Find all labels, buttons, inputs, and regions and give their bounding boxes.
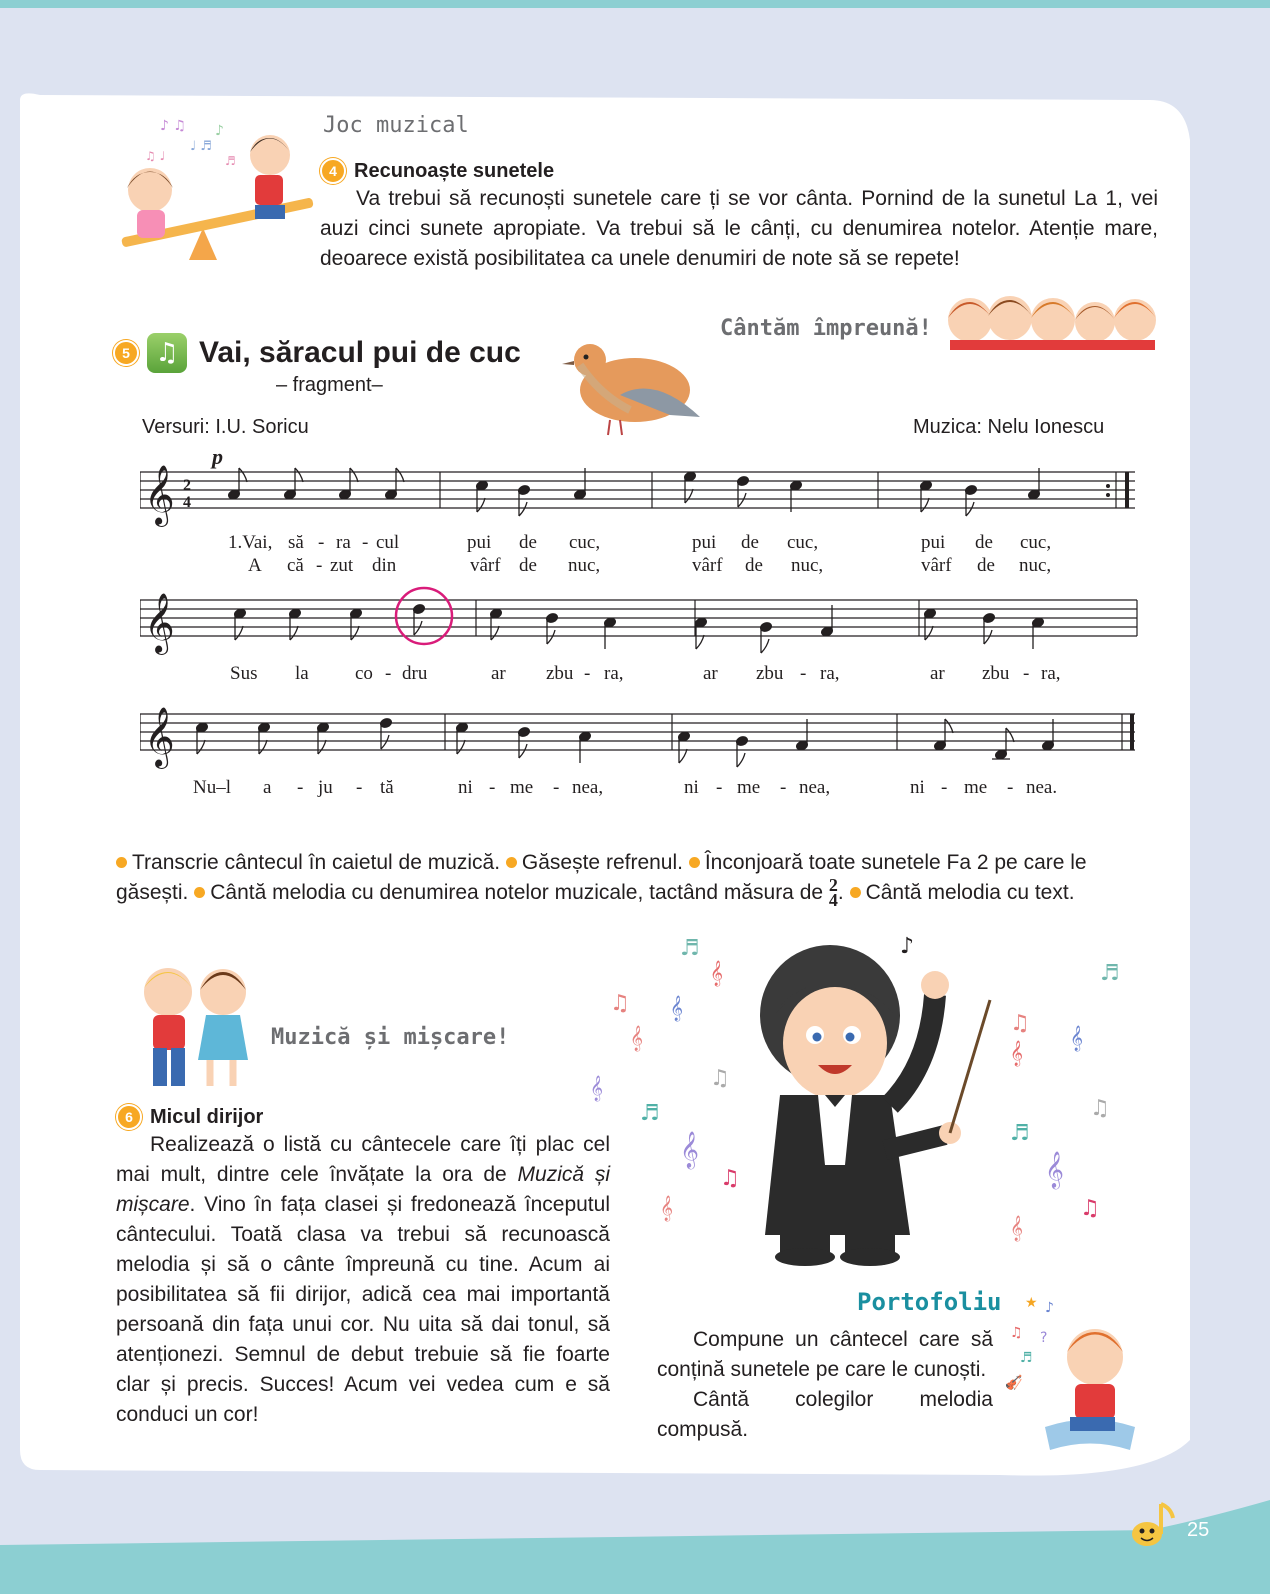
staff-line-2: [140, 586, 1140, 656]
task-refrain: Găsește refrenul.: [521, 851, 683, 874]
syllable: ra,: [604, 663, 624, 684]
syllable: nea,: [572, 777, 604, 798]
time-signature-top: 2: [183, 477, 191, 494]
syllable: Nu–l: [193, 777, 231, 798]
syllable: de: [519, 532, 537, 553]
together-label: Cântăm împreună!: [720, 316, 932, 341]
syllable: tă: [380, 777, 394, 798]
syllable: nuc,: [568, 555, 601, 576]
svg-text:𝄞: 𝄞: [660, 1196, 674, 1221]
svg-text:♬: ♬: [225, 154, 236, 168]
syllable: să: [288, 532, 304, 553]
bullet-dot: [506, 857, 517, 868]
syllable: 1.Vai,: [228, 532, 273, 553]
time-signature-bottom: 4: [183, 494, 191, 511]
syllable: ra,: [1041, 663, 1061, 684]
svg-text:𝄞: 𝄞: [1010, 1216, 1024, 1241]
svg-text:𝄞: 𝄞: [630, 1026, 644, 1051]
syllable: din: [372, 555, 397, 576]
svg-text:𝄞: 𝄞: [710, 961, 724, 986]
portfolio-text: [657, 1325, 993, 1445]
exercise-number-badge: 4: [320, 158, 346, 184]
task-sing-text: Cântă melodia cu text.: [865, 881, 1075, 904]
syllable: ar: [703, 663, 718, 684]
syllable: -: [1023, 663, 1030, 684]
dynamic-marking: p: [212, 450, 223, 469]
syllable: pui: [692, 532, 717, 553]
syllable: -: [318, 532, 325, 553]
exercise-6: [116, 1104, 610, 1430]
syllable: la: [295, 663, 309, 684]
svg-text:♪: ♪: [1045, 1300, 1054, 1316]
syllable: -: [941, 777, 948, 798]
syllable: ju: [318, 777, 333, 798]
syllable: zbu: [756, 663, 784, 684]
svg-text:♪: ♪: [900, 935, 915, 959]
syllable: co: [355, 663, 373, 684]
svg-text:♬: ♬: [640, 1101, 660, 1126]
syllable: -: [356, 777, 363, 798]
exercise-title: Micul dirijor: [150, 1105, 264, 1128]
conductor-illustration: [590, 935, 1150, 1285]
exercise-text: Va trebui să recunoști sunetele care ți se vor cânta. Pornind de la sunetul La 1, vei auzi cinci sunete apropiate. Va trebui să le cânți, cu denumirea notelor. Atenție mare, deoarece există posibilitatea ca unele denumiri de note să se repete!: [320, 187, 1158, 270]
svg-text:𝄞: 𝄞: [1045, 1150, 1064, 1188]
syllable: că: [287, 555, 304, 576]
song-title: Vai, săracul pui de cuc: [199, 336, 521, 369]
svg-text:♫: ♫: [710, 1066, 730, 1091]
svg-text:?: ?: [1040, 1330, 1048, 1346]
syllable: A: [248, 555, 262, 576]
svg-text:𝄞: 𝄞: [590, 1076, 604, 1101]
svg-text:♫ ♩: ♫ ♩: [145, 149, 166, 163]
song-subtitle: – fragment–: [276, 374, 383, 396]
syllable: me: [510, 777, 534, 798]
syllable: -: [553, 777, 560, 798]
syllable: -: [780, 777, 787, 798]
syllable: ni: [910, 777, 925, 798]
dancing-kids-illustration: [118, 960, 273, 1100]
svg-text:♫: ♫: [1080, 1196, 1100, 1221]
svg-text:𝄞: 𝄞: [1070, 1026, 1084, 1051]
syllable: a: [263, 777, 272, 798]
exercise-4: [320, 158, 1158, 274]
syllable: -: [716, 777, 723, 798]
joc-heading: Joc muzical: [323, 113, 469, 138]
syllable: ra: [336, 532, 351, 553]
song-tasks: Transcrie cântecul în caietul de muzică. Găsește refrenul. Înconjoară toate sunetele Fa 2 pe care le găsești. Cântă melodia cu denumirea notelor muzicale, tactând măsura de 2 4 . Cântă melodia cu text.: [116, 851, 1087, 911]
svg-text:♬: ♬: [1100, 961, 1120, 986]
svg-text:🎻: 🎻: [1005, 1375, 1023, 1391]
syllable: de: [741, 532, 759, 553]
syllable: vârf: [692, 555, 723, 576]
svg-text:♬: ♬: [1020, 1350, 1033, 1366]
syllable: nea,: [799, 777, 831, 798]
task-circle-fa2: Înconjoară toate sunetele Fa 2 pe care le găsești.: [116, 851, 1087, 904]
svg-text:♬: ♬: [1010, 1121, 1030, 1146]
syllable: cuc,: [569, 532, 601, 553]
portfolio-heading: Portofoliu: [857, 1288, 1002, 1316]
syllable: -: [1007, 777, 1014, 798]
syllable: me: [964, 777, 988, 798]
svg-text:♩ ♬: ♩ ♬: [190, 139, 212, 154]
syllable: zbu: [982, 663, 1010, 684]
syllable: -: [800, 663, 807, 684]
syllable: pui: [921, 532, 946, 553]
bullet-dot: [850, 887, 861, 898]
syllable: ni: [458, 777, 473, 798]
syllable: -: [362, 532, 369, 553]
svg-text:♫: ♫: [720, 1166, 740, 1191]
syllable: nuc,: [1019, 555, 1052, 576]
svg-text:𝄞: 𝄞: [144, 465, 175, 525]
reading-boy-illustration: [1000, 1292, 1150, 1457]
syllable: cuc,: [1020, 532, 1052, 553]
syllable: ni: [684, 777, 699, 798]
syllable: nea.: [1026, 777, 1058, 798]
syllable: Sus: [230, 663, 258, 684]
syllable: vârf: [470, 555, 501, 576]
svg-text:♬: ♬: [680, 936, 700, 961]
syllable: pui: [467, 532, 492, 553]
miscare-heading: Muzică și mișcare!: [271, 1025, 510, 1050]
syllable: -: [489, 777, 496, 798]
syllable: de: [745, 555, 763, 576]
page-number: 25: [1187, 1519, 1210, 1541]
svg-text:𝄞: 𝄞: [1010, 1041, 1024, 1066]
syllable: de: [975, 532, 993, 553]
syllable: de: [519, 555, 537, 576]
syllable: ra,: [820, 663, 840, 684]
svg-text:★: ★: [1025, 1295, 1038, 1311]
singing-kids-illustration: [945, 290, 1160, 350]
exercise-number-badge: 6: [116, 1104, 142, 1130]
syllable: -: [316, 555, 323, 576]
syllable: dru: [402, 663, 428, 684]
bullet-dot: [116, 857, 127, 868]
seesaw-kids-illustration: [105, 110, 320, 270]
lyrics-credit: Versuri: I.U. Soricu: [142, 416, 309, 438]
song-title-row: [113, 333, 521, 373]
svg-text:♫: ♫: [1010, 1325, 1023, 1341]
bullet-dot: [194, 887, 205, 898]
svg-text:♫: ♫: [1010, 1011, 1030, 1036]
syllable: de: [977, 555, 995, 576]
portfolio-p2: Cântă colegilor melodia compusă.: [657, 1388, 993, 1441]
exercise-text: Realizează o listă cu cântecele care îți plac cel mai mult, dintre cele învățate la ora de Muzică și mișcare. Vino în fața clasei și fredonează începutul cântecului. Toată clasa va trebui să recunoască melodia și să o cânte împreună cu tine. Acum ai posibilitatea să fii dirijor, adică cea mai importantă persoană din fața unui cor. Nu uita să dai tonul, să atenționezi. Semnul de debut trebuie să fie foarte clar și precis. Succes! Acum vei vedea cum e să conduci un cor!: [116, 1133, 610, 1426]
syllable: -: [385, 663, 392, 684]
svg-text:♪: ♪: [215, 123, 224, 139]
syllable: nuc,: [791, 555, 824, 576]
syllable: cul: [376, 532, 400, 553]
music-credit: Muzica: Nelu Ionescu: [913, 416, 1105, 438]
syllable: cuc,: [787, 532, 819, 553]
syllable: me: [737, 777, 761, 798]
syllable: -: [584, 663, 591, 684]
svg-text:𝄞: 𝄞: [670, 996, 684, 1021]
svg-text:𝄞: 𝄞: [144, 593, 175, 653]
svg-text:♪ ♫: ♪ ♫: [160, 118, 186, 134]
bullet-dot: [689, 857, 700, 868]
syllable: zbu: [546, 663, 574, 684]
music-note-icon: ♫: [147, 333, 187, 373]
syllable: zut: [330, 555, 354, 576]
syllable: vârf: [921, 555, 952, 576]
svg-text:♫: ♫: [610, 991, 630, 1016]
bird-illustration: [560, 335, 710, 440]
exercise-title: Recunoaște sunetele: [354, 159, 555, 182]
syllable: -: [297, 777, 304, 798]
exercise-number-badge: 5: [113, 340, 139, 366]
time-signature-fraction: 2 4: [828, 875, 838, 911]
svg-text:𝄞: 𝄞: [144, 707, 175, 767]
svg-text:♫: ♫: [1090, 1096, 1110, 1121]
portfolio-p1: Compune un cântecel care să conțină sunetele pe care le cunoști.: [657, 1328, 993, 1381]
staff-line-3: [140, 700, 1140, 770]
svg-text:𝄞: 𝄞: [680, 1130, 699, 1168]
syllable: ar: [491, 663, 506, 684]
syllable: ar: [930, 663, 945, 684]
staff-line-1: [140, 450, 1140, 530]
task-sing-notes: Cântă melodia cu denumirea notelor muzicale, tactând măsura de: [210, 881, 824, 904]
task-transcribe: Transcrie cântecul în caietul de muzică.: [132, 851, 501, 874]
note-mascot-icon: [1125, 1500, 1175, 1550]
